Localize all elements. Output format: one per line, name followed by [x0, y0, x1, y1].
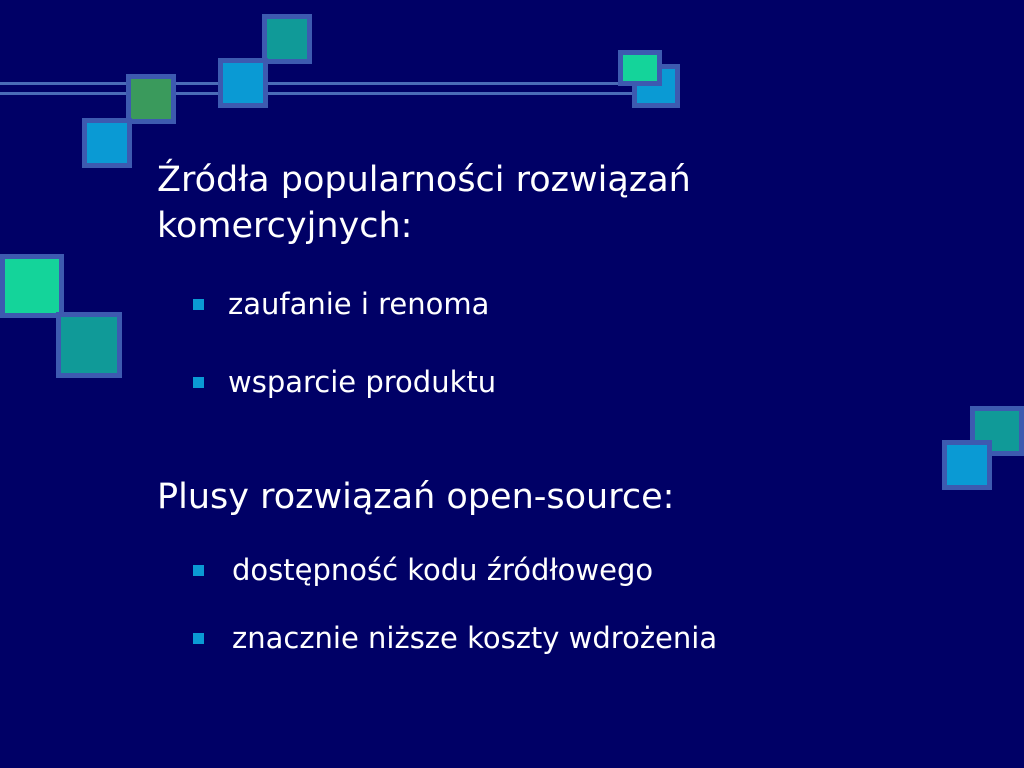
top-decorative-line-lower	[0, 92, 655, 95]
section1-bullet-1	[193, 285, 489, 323]
section1-heading-line1: Źródła popularności rozwiązań	[157, 160, 691, 200]
section2-heading: Plusy rozwiązań open-source:	[157, 477, 675, 517]
decorative-square	[942, 440, 992, 490]
decorative-square	[218, 58, 268, 108]
section2-bullet-2	[193, 619, 717, 657]
bullet-text: dostępność kodu źródłowego	[232, 553, 654, 587]
decorative-square	[126, 74, 176, 124]
decorative-square	[618, 50, 662, 86]
bullet-text: zaufanie i renoma	[228, 287, 490, 321]
decorative-square	[0, 254, 64, 318]
decorative-square	[82, 118, 132, 168]
section1-heading-line2: komercyjnych:	[157, 206, 413, 246]
square-bullet-icon	[193, 377, 204, 388]
top-decorative-line-upper	[0, 82, 655, 85]
section2-bullet-1	[193, 551, 653, 589]
decorative-square	[262, 14, 312, 64]
square-bullet-icon	[193, 299, 204, 310]
decorative-square	[56, 312, 122, 378]
bullet-text: wsparcie produktu	[228, 365, 497, 399]
section1-bullet-2	[193, 363, 496, 401]
bullet-text: znacznie niższe koszty wdrożenia	[232, 621, 718, 655]
square-bullet-icon	[193, 565, 204, 576]
square-bullet-icon	[193, 633, 204, 644]
section1-heading	[157, 157, 691, 249]
